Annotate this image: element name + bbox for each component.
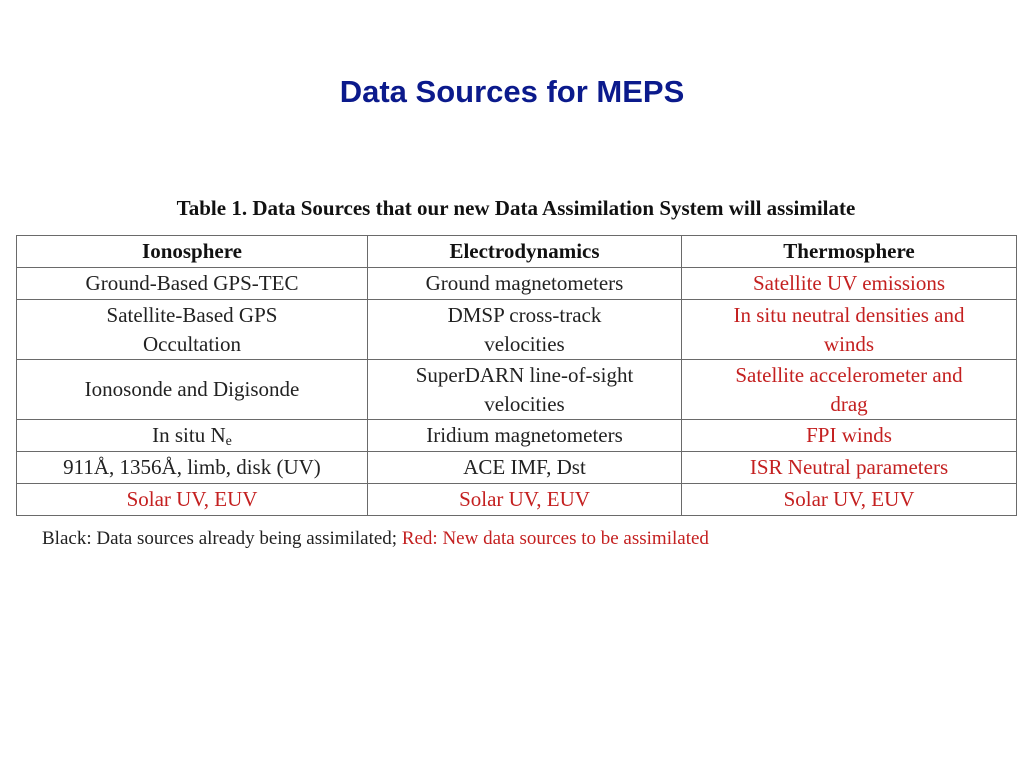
- cell-text: Ionosonde and Digisonde: [84, 377, 300, 401]
- cell-text-line2: Occultation: [143, 331, 241, 356]
- cell-subscript: e: [225, 434, 232, 449]
- table-cell-electrodynamics: [368, 268, 682, 300]
- cell-text: In situ N: [152, 423, 226, 447]
- legend-black-text: Black: Data sources already being assimilated;: [42, 528, 398, 549]
- cell-text-line2: velocities: [484, 331, 565, 356]
- header-thermosphere: Thermosphere: [682, 236, 1017, 268]
- cell-text: ISR Neutral parameters: [749, 455, 949, 479]
- table-cell-ionosphere: [17, 300, 368, 360]
- table-header-row: [17, 236, 1017, 268]
- table-legend: [42, 528, 709, 550]
- table-cell-thermosphere: [682, 452, 1017, 484]
- table-cell-thermosphere: [682, 420, 1017, 452]
- cell-text-line1: DMSP cross-track: [447, 302, 602, 327]
- cell-text: Ground-Based GPS-TEC: [85, 271, 299, 295]
- table-cell-ionosphere: [17, 360, 368, 420]
- cell-text: FPI winds: [806, 423, 892, 447]
- header-electrodynamics: Electrodynamics: [368, 236, 682, 268]
- table-row: [17, 268, 1017, 300]
- table-cell-electrodynamics: [368, 360, 682, 420]
- cell-text-line2: winds: [823, 331, 875, 356]
- cell-text-line1: In situ neutral densities and: [733, 302, 965, 327]
- table-row: [17, 360, 1017, 420]
- cell-text-line2: velocities: [484, 391, 565, 416]
- cell-text: Solar UV, EUV: [783, 487, 915, 511]
- legend-red-text: Red: New data sources to be assimilated: [401, 528, 709, 549]
- table-cell-electrodynamics: [368, 300, 682, 360]
- data-sources-table: [16, 235, 1017, 516]
- cell-text: 911Å, 1356Å, limb, disk (UV): [63, 455, 321, 479]
- cell-text: ACE IMF, Dst: [463, 455, 586, 479]
- cell-text: Solar UV, EUV: [126, 487, 258, 511]
- table-cell-ionosphere: [17, 484, 368, 516]
- table-cell-ionosphere: [17, 420, 368, 452]
- table-cell-electrodynamics: [368, 420, 682, 452]
- cell-text-line2: drag: [830, 391, 868, 416]
- table-row: [17, 484, 1017, 516]
- slide-title: Data Sources for MEPS: [339, 74, 685, 109]
- table-cell-thermosphere: [682, 484, 1017, 516]
- table-caption: Table 1. Data Sources that our new Data Assimilation System will assimilate: [176, 196, 856, 220]
- cell-text: Solar UV, EUV: [459, 487, 590, 511]
- table-cell-thermosphere: [682, 300, 1017, 360]
- cell-text: Iridium magnetometers: [426, 423, 623, 447]
- table-cell-electrodynamics: [368, 484, 682, 516]
- cell-text-line1: Satellite-Based GPS: [106, 302, 278, 327]
- table-cell-thermosphere: [682, 360, 1017, 420]
- cell-text-line1: SuperDARN line-of-sight: [415, 362, 634, 387]
- header-ionosphere: Ionosphere: [17, 236, 368, 268]
- table-cell-electrodynamics: [368, 452, 682, 484]
- cell-text: Ground magnetometers: [425, 271, 624, 295]
- table-row: [17, 452, 1017, 484]
- table-cell-ionosphere: [17, 268, 368, 300]
- table-cell-thermosphere: [682, 268, 1017, 300]
- cell-text: Satellite UV emissions: [752, 271, 946, 295]
- table-row: [17, 300, 1017, 360]
- table-row: [17, 420, 1017, 452]
- table-cell-ionosphere: [17, 452, 368, 484]
- cell-text-line1: Satellite accelerometer and: [735, 362, 963, 387]
